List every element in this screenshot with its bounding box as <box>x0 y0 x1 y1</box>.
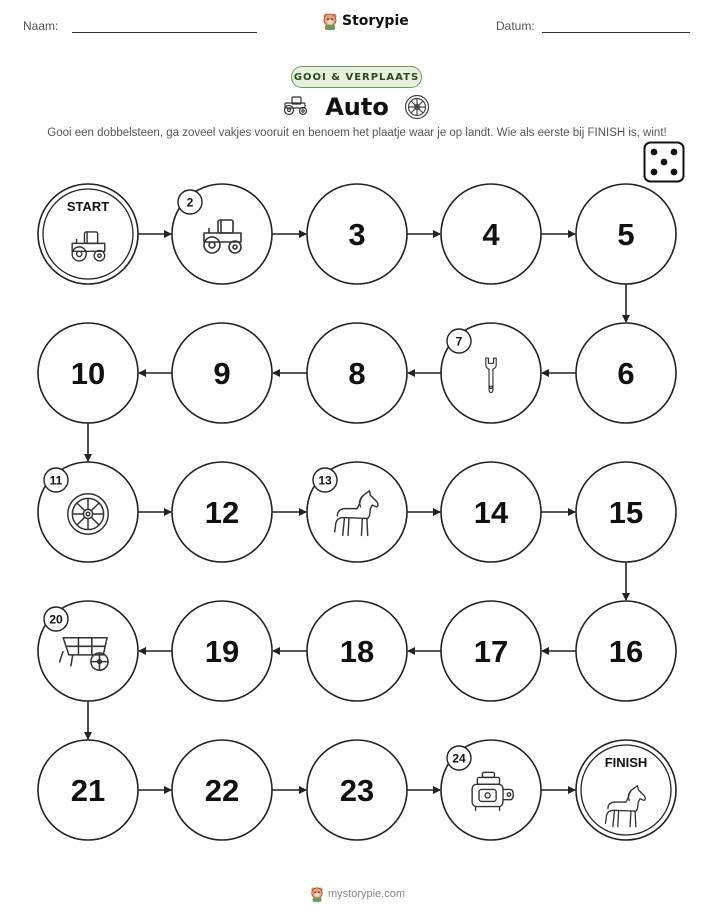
space-number: 16 <box>608 634 644 669</box>
board-space <box>307 323 407 423</box>
board-space <box>441 323 541 423</box>
footer-url: mystorypie.com <box>328 888 406 900</box>
board-space <box>441 184 541 284</box>
board-space <box>441 601 541 701</box>
board-space <box>172 462 272 562</box>
badge-number: 24 <box>452 751 466 766</box>
board-space <box>172 601 272 701</box>
space-number: 6 <box>617 356 635 391</box>
board-cells <box>38 184 676 840</box>
space-number: 21 <box>70 773 106 808</box>
badge-number: 13 <box>318 473 332 488</box>
space-number: 14 <box>473 495 509 530</box>
finish-label: FINISH <box>604 755 648 770</box>
board-space <box>441 740 541 840</box>
board-space <box>307 740 407 840</box>
board-space <box>172 184 272 284</box>
page-title: Auto <box>325 93 389 121</box>
badge-number: 20 <box>49 612 63 627</box>
board-space <box>576 184 676 284</box>
date-label: Datum: <box>496 19 535 33</box>
name-label: Naam: <box>23 19 59 33</box>
board-space <box>38 323 138 423</box>
game-type-badge: GOOI & VERPLAATS <box>291 66 422 88</box>
space-number: 8 <box>348 356 366 391</box>
space-number: 15 <box>608 495 644 530</box>
space-number: 17 <box>473 634 509 669</box>
board-space <box>307 184 407 284</box>
dice-icon <box>643 141 685 183</box>
footer <box>310 886 405 902</box>
board-space <box>307 601 407 701</box>
badge-number: 2 <box>186 195 194 210</box>
board-space <box>38 601 138 701</box>
board-space <box>576 462 676 562</box>
space-number: 19 <box>204 634 240 669</box>
board-space <box>172 740 272 840</box>
space-number: 9 <box>213 356 231 391</box>
badge-number: 7 <box>455 334 463 349</box>
board-space <box>576 323 676 423</box>
space-number: 3 <box>348 217 366 252</box>
brand-name: Storypie <box>342 13 409 29</box>
space-number: 10 <box>70 356 106 391</box>
space-number: 12 <box>204 495 240 530</box>
space-number: 4 <box>482 217 500 252</box>
board-space <box>172 323 272 423</box>
space-number: 5 <box>617 217 635 252</box>
bear-mascot-icon <box>310 886 324 902</box>
instructions: Gooi een dobbelsteen, ga zoveel vakjes vooruit en benoem het plaatje waar je op landt. Wie als eerste bij FINISH is, wint! <box>47 127 667 139</box>
start-label: START <box>66 199 110 214</box>
board-space <box>38 740 138 840</box>
space-number: 22 <box>204 773 240 808</box>
space-number: 18 <box>339 634 375 669</box>
finish-space <box>576 740 676 840</box>
board-space <box>307 462 407 562</box>
badge-number: 11 <box>49 473 63 488</box>
board-space <box>441 462 541 562</box>
board-space <box>38 462 138 562</box>
start-space <box>38 184 138 284</box>
space-number: 23 <box>339 773 375 808</box>
board-space <box>576 601 676 701</box>
